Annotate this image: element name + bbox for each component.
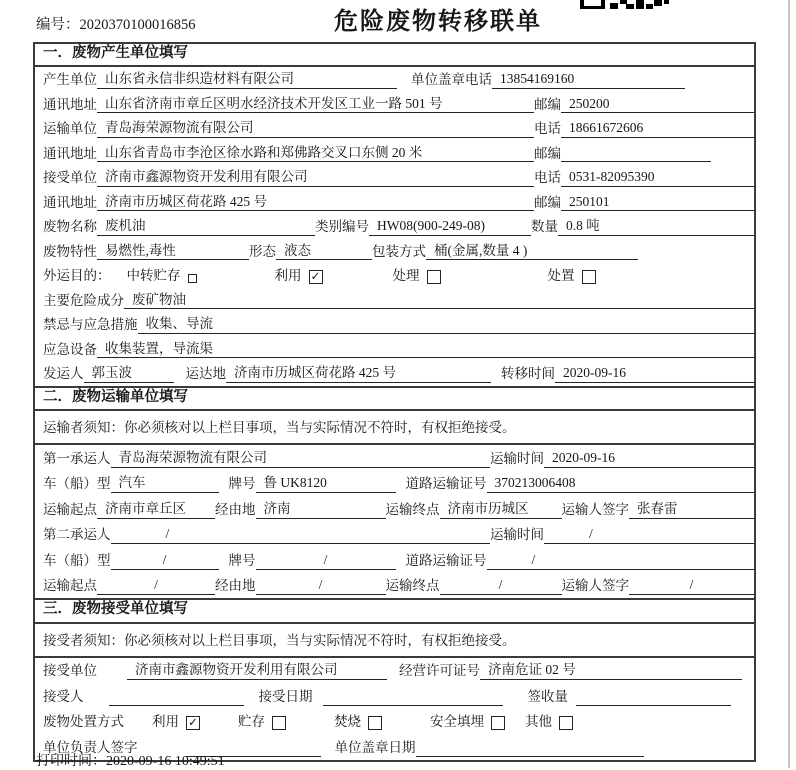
form-row [35, 337, 754, 362]
carrier2-label: 第二承运人 [43, 527, 111, 543]
waste-form-value: 液态 [276, 243, 372, 261]
form-row [35, 288, 754, 313]
check-mark: ✓ [310, 268, 321, 283]
unit-seal-label: 单位盖章 [411, 72, 465, 88]
origin1-label: 运输起点 [43, 501, 97, 517]
producer-unit-value: 山东省永信非织造材料有限公司 [97, 71, 397, 89]
receiver-unit-value: 济南市鑫源物资开发利用有限公司 [97, 169, 534, 187]
plate-number2-label: 牌号 [228, 552, 256, 568]
disposal-option-storage [238, 714, 286, 731]
checkbox-unchecked [491, 716, 505, 730]
page-title: 危险废物转移联单 [334, 9, 542, 35]
endpoint2-label: 运输终点 [385, 578, 440, 594]
print-time-value: 2020-09-16 10:49:51 [106, 754, 225, 769]
transporter-phone-value: 18661672606 [561, 120, 754, 138]
transporter-signature2-label: 运输人签字 [561, 578, 629, 594]
waste-quantity-label: 数量 [531, 219, 558, 235]
section2-title: 二．废物运输单位填写 [35, 386, 754, 411]
waste-quantity-value: 0.8 吨 [558, 218, 754, 236]
form-row [35, 573, 754, 599]
form-row [35, 214, 754, 239]
option-label: 利用 [152, 714, 179, 730]
via2-value: / [256, 577, 386, 595]
serial-value: 2020370100016856 [79, 17, 196, 33]
transporter-signature2-value: / [629, 577, 754, 595]
plate-number1-value: 鲁 UK8120 [256, 475, 396, 493]
waste-characteristics-label: 废物特性 [43, 243, 97, 259]
emergency-equipment-value: 收集装置，导流渠 [97, 341, 754, 359]
license-number-label: 经营许可证号 [399, 663, 480, 679]
producer-unit-label: 产生单位 [43, 72, 97, 88]
receiver-phone-label: 电话 [534, 170, 561, 186]
received-quantity-value [576, 705, 731, 706]
form-row [35, 361, 754, 386]
packing-method-label: 包装方式 [372, 243, 426, 259]
section-producer [35, 44, 754, 386]
emergency-measures-value: 收集、导流 [138, 316, 755, 334]
print-time [36, 750, 225, 770]
waste-code-label: 类别编号 [315, 219, 369, 235]
packing-method-value: 桶(金属,数量 4 ) [426, 243, 638, 261]
road-permit1-label: 道路运输证号 [405, 476, 487, 492]
print-time-label: 打印时间： [36, 754, 106, 769]
scan-edge-line [788, 0, 790, 768]
option-label: 处置 [547, 268, 575, 284]
form-row [35, 263, 754, 288]
form-row [35, 547, 754, 573]
form-row [35, 141, 754, 166]
receive-unit-value: 济南市鑫源物资开发利用有限公司 [127, 662, 387, 680]
option-label: 安全填埋 [430, 714, 484, 730]
option-label: 贮存 [238, 714, 265, 730]
check-mark: ✓ [188, 715, 198, 730]
receive-date-label: 接受日期 [258, 688, 313, 704]
form-row [35, 67, 754, 92]
transporter-postcode-value [561, 161, 711, 162]
receiver-postcode-label: 邮编 [534, 194, 561, 210]
receiver-address-value: 济南市历城区荷花路 425 号 [97, 194, 534, 212]
transporter-postcode-label: 邮编 [534, 145, 561, 161]
checkbox-unchecked [559, 716, 573, 730]
vehicle-type1-value: 汽车 [111, 475, 219, 493]
option-label: 处理 [392, 268, 420, 284]
emergency-measures-label: 禁忌与应急措施 [43, 317, 138, 333]
transporter-signature1-label: 运输人签字 [561, 501, 629, 517]
disposal-option-other [525, 714, 573, 731]
form-row [35, 471, 754, 497]
destination-value: 济南市历城区荷花路 425 号 [226, 365, 491, 383]
receiver-postcode-value: 250101 [561, 194, 754, 212]
transport-time1-label: 运输时间 [490, 450, 544, 466]
plate-number1-label: 牌号 [228, 476, 256, 492]
transporter-address-value: 山东省青岛市李沧区徐水路和郑佛路交叉口东侧 20 米 [97, 145, 534, 163]
origin2-label: 运输起点 [43, 578, 97, 594]
via1-label: 经由地 [215, 501, 256, 517]
form-row [35, 658, 754, 684]
form-row [35, 165, 754, 190]
section3-title: 三．废物接受单位填写 [35, 598, 754, 623]
received-quantity-label: 签收量 [527, 688, 568, 704]
option-label: 利用 [274, 268, 302, 284]
form-row [35, 312, 754, 337]
serial-label: 编号： [36, 17, 80, 33]
via1-value: 济南 [256, 501, 386, 519]
origin1-value: 济南市章丘区 [97, 501, 215, 519]
hazardous-components-value: 废矿物油 [124, 292, 754, 310]
consignor-label: 发运人 [43, 366, 84, 382]
transfer-purpose-label: 外运目的： [43, 268, 111, 284]
receiver-address-label: 通讯地址 [43, 194, 97, 210]
transporter-unit-value: 青岛海荣源物流有限公司 [97, 120, 534, 138]
checkbox-checked [309, 270, 323, 284]
checkbox-unchecked [272, 716, 286, 730]
form-row [35, 239, 754, 264]
checkbox-unchecked [188, 274, 197, 283]
manifest-form [33, 42, 756, 762]
transport-time2-label: 运输时间 [490, 527, 544, 543]
plate-number2-value: / [256, 552, 396, 570]
form-row [35, 116, 754, 141]
waste-name-value: 废机油 [97, 218, 315, 236]
origin2-value: / [97, 577, 215, 595]
receiver-person-label: 接受人 [43, 688, 84, 704]
section-transporter [35, 386, 754, 598]
option-label: 其他 [525, 714, 552, 730]
checkbox-unchecked [582, 270, 596, 284]
purpose-option-utilize [275, 268, 323, 285]
section1-title: 一．废物产生单位填写 [35, 44, 754, 67]
option-label: 中转贮存 [126, 268, 181, 284]
road-permit1-value: 370213006408 [487, 475, 755, 493]
vehicle-type1-label: 车（船）型 [43, 476, 111, 492]
carrier1-label: 第一承运人 [43, 450, 111, 466]
transport-time2-value: / [544, 526, 754, 544]
option-label: 焚烧 [334, 714, 361, 730]
checkbox-unchecked [368, 716, 382, 730]
disposal-method-label: 废物处置方式 [43, 714, 124, 730]
producer-phone-label: 电话 [465, 72, 492, 88]
disposal-option-incinerate [334, 714, 382, 731]
carrier1-value: 青岛海荣源物流有限公司 [111, 450, 491, 468]
endpoint2-value: / [440, 577, 562, 595]
form-row [35, 496, 754, 522]
form-row [35, 522, 754, 548]
receiver-unit-label: 接受单位 [43, 170, 97, 186]
transport-time1-value: 2020-09-16 [544, 450, 754, 468]
endpoint1-value: 济南市历城区 [440, 501, 562, 519]
producer-address-label: 通讯地址 [43, 96, 97, 112]
endpoint1-label: 运输终点 [385, 501, 440, 517]
waste-name-label: 废物名称 [43, 219, 97, 235]
waste-characteristics-value: 易燃性,毒性 [97, 243, 249, 261]
form-row [35, 92, 754, 117]
transfer-date-value: 2020-09-16 [555, 365, 754, 383]
receiver-person-value [109, 705, 244, 706]
vehicle-type2-label: 车（船）型 [43, 552, 111, 568]
section-receiver [35, 598, 754, 759]
form-row [35, 709, 754, 735]
receiver-notice: 接受者须知：你必须核对以上栏目事项，当与实际情况不符时，有权拒绝接受。 [35, 624, 754, 658]
unit-seal-label: 单位盖章 [334, 739, 389, 755]
responsible-signature-label: 单位负责人签字 [43, 739, 138, 755]
receiver-phone-value: 0531-82095390 [561, 169, 754, 187]
waste-form-label: 形态 [249, 243, 276, 259]
waste-code-value: HW08(900-249-08) [369, 218, 531, 236]
form-row [35, 445, 754, 471]
transporter-notice: 运输者须知：你必须核对以上栏目事项，当与实际情况不符时，有权拒绝接受。 [35, 411, 754, 445]
purpose-option-treat [393, 268, 441, 285]
road-permit2-value: / [487, 552, 755, 570]
transporter-signature1-value: 张春雷 [629, 501, 754, 519]
checkbox-unchecked [427, 270, 441, 284]
purpose-option-transit-storage [127, 268, 197, 285]
via2-label: 经由地 [215, 578, 256, 594]
transporter-address-label: 通讯地址 [43, 145, 97, 161]
producer-address-value: 山东省济南市章丘区明水经济技术开发区工业一路 501 号 [97, 96, 534, 114]
disposal-option-landfill [430, 714, 505, 731]
date-value [416, 756, 644, 757]
date-label: 日期 [388, 739, 416, 755]
producer-postcode-value: 250200 [561, 96, 754, 114]
transporter-phone-label: 电话 [534, 121, 561, 137]
transporter-unit-label: 运输单位 [43, 121, 97, 137]
transfer-date-label: 转移时间 [501, 366, 555, 382]
receive-unit-label: 接受单位 [43, 663, 97, 679]
vehicle-type2-value: / [111, 552, 219, 570]
checkbox-checked [186, 716, 200, 730]
consignor-value: 郭玉波 [84, 365, 174, 383]
destination-label: 运达地 [185, 366, 226, 382]
disposal-option-utilize [152, 714, 200, 731]
form-row [35, 190, 754, 215]
license-number-value: 济南危证 02 号 [480, 662, 742, 680]
road-permit2-label: 道路运输证号 [405, 552, 487, 568]
producer-postcode-label: 邮编 [534, 96, 561, 112]
carrier2-value: / [111, 526, 491, 544]
hazardous-components-label: 主要危险成分 [43, 292, 124, 308]
form-row [35, 683, 754, 709]
emergency-equipment-label: 应急设备 [43, 341, 97, 357]
producer-phone-value: 13854169160 [492, 71, 685, 89]
purpose-option-dispose [548, 268, 596, 285]
receive-date-value [323, 705, 503, 706]
